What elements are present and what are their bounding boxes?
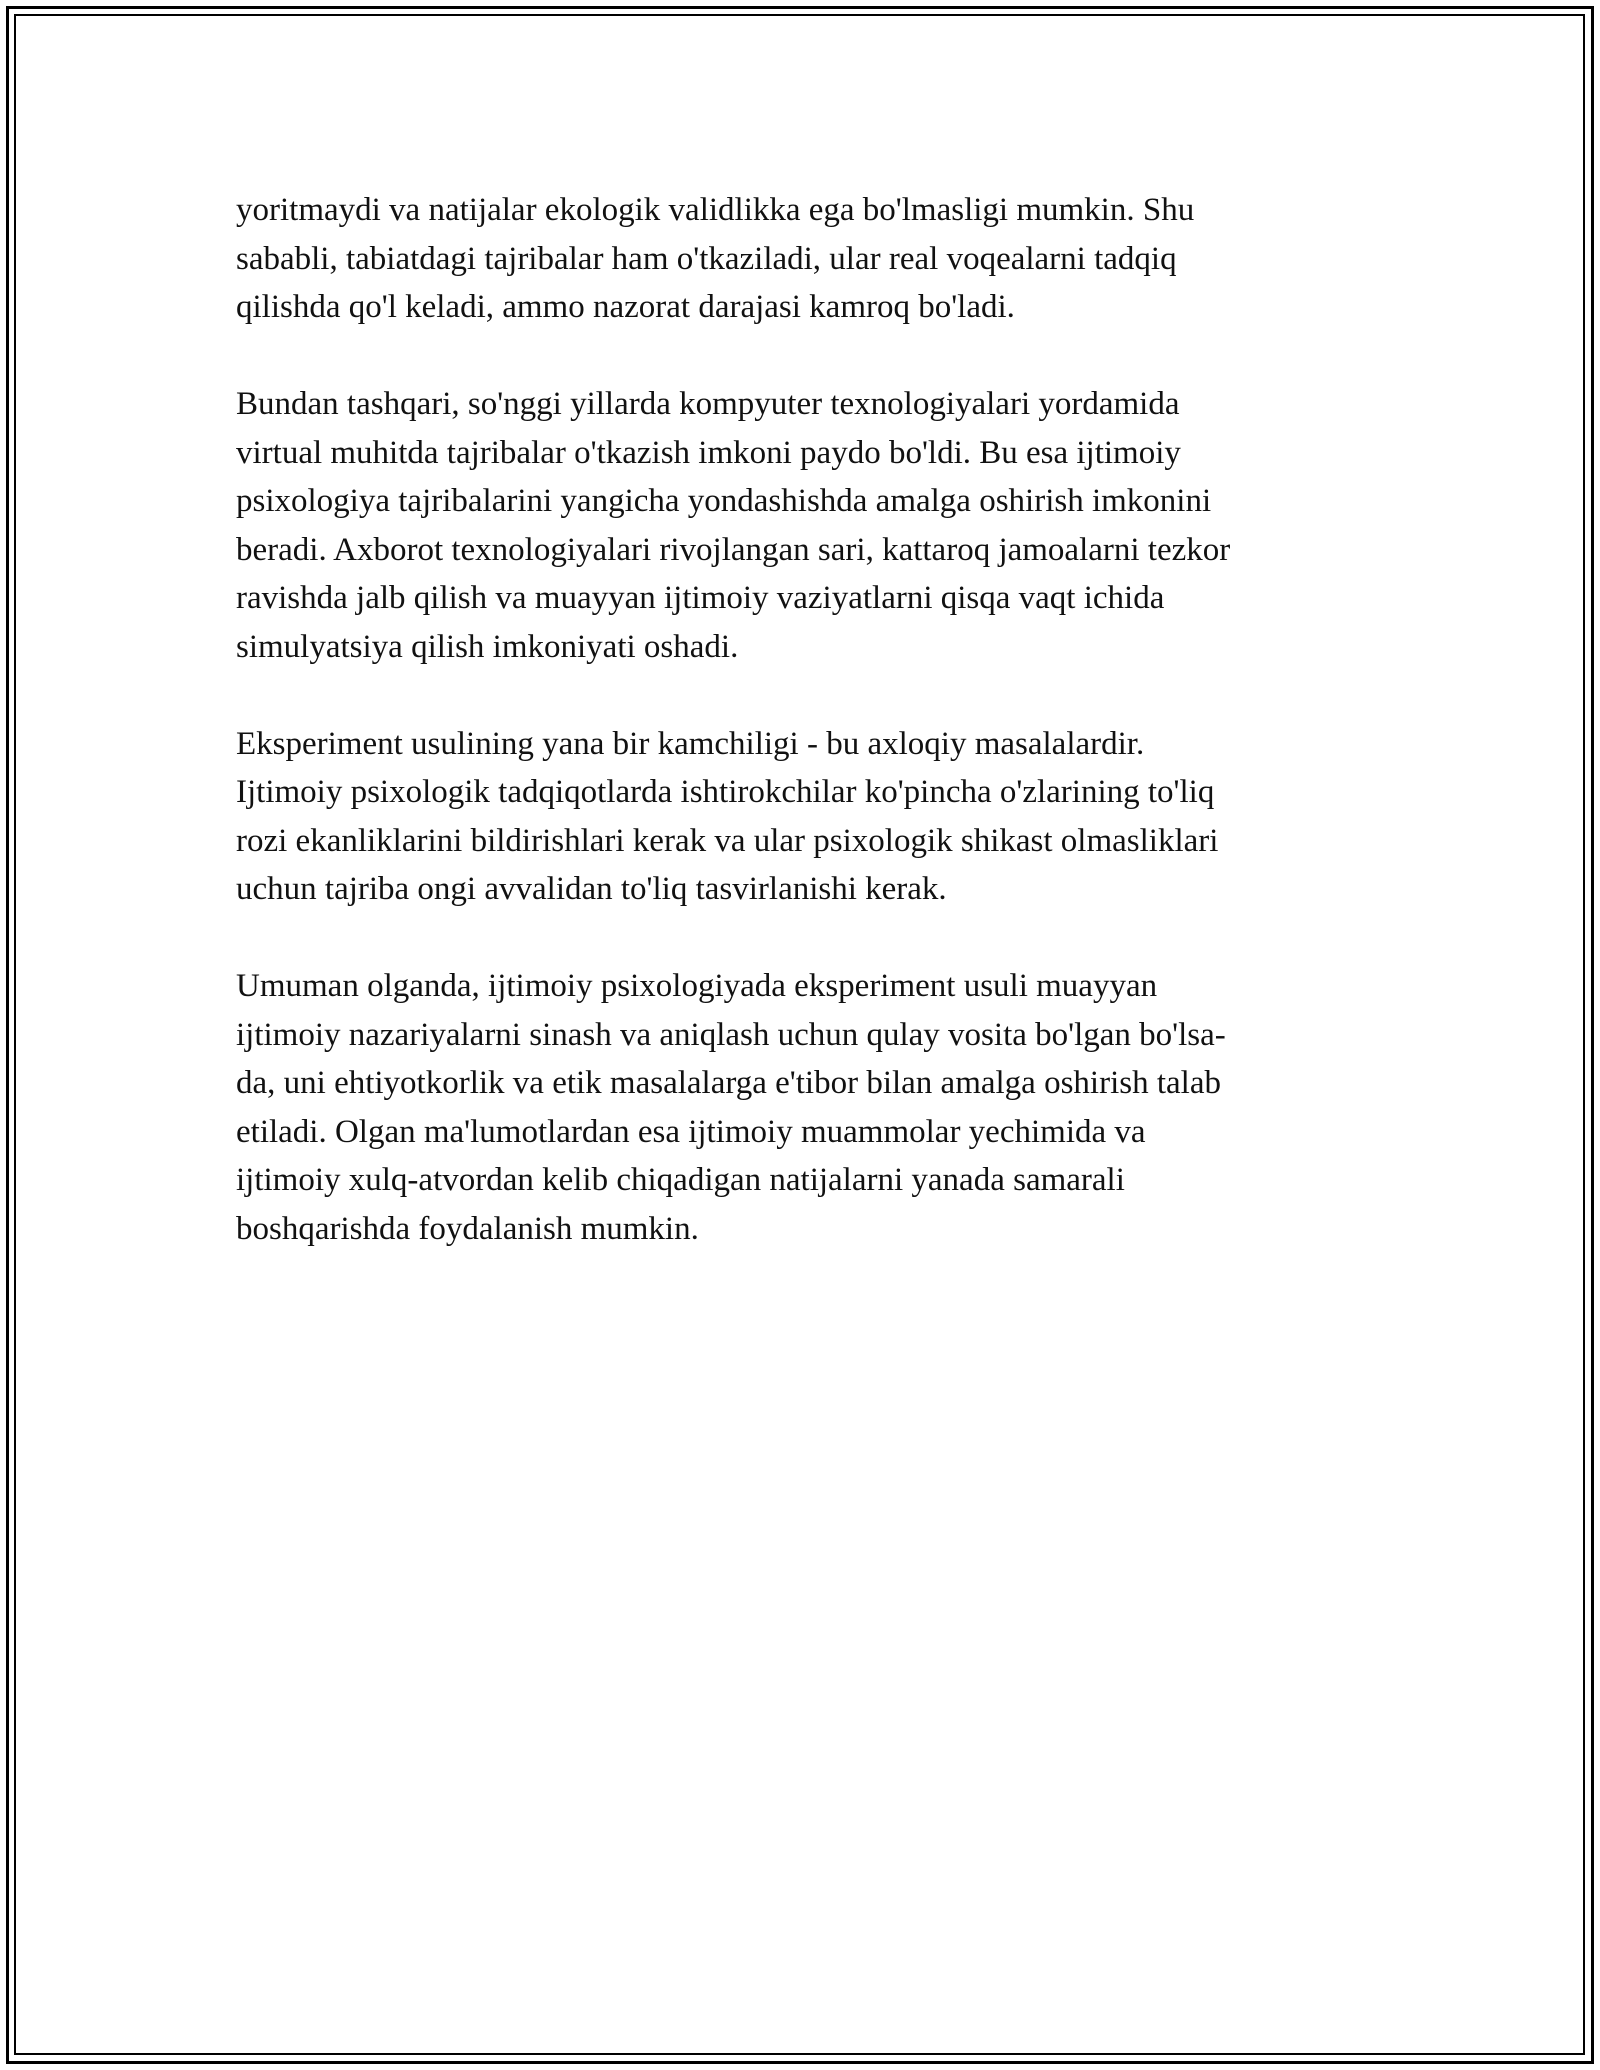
paragraph-3: Eksperiment usulining yana bir kamchiligi - bu axloqiy masalalardir. Ijtimoiy psixologik tadqiqotlarda ishtirokchilar ko'pincha o'zlarining to'liq rozi ekanliklarini bildirishlari kerak va ular psixologik shikast olmasliklari uchun tajriba ongi avvalidan to'liq tasvirlanishi kerak. [236,725,1219,907]
paragraph-2: Bundan tashqari, so'nggi yillarda kompyuter texnologiyalari yordamida virtual muhitda tajribalar o'tkazish imkoni paydo bo'ldi. Bu esa ijtimoiy psixologiya tajribalarini yangicha yondashishda amalga oshirish imkonini beradi. Axborot texnologiyalari rivojlangan sari, kattaroq jamoalarni tezkor ravishda jalb qilish va muayyan ijtimoiy vaziyatlarni qisqa vaqt ichida simulyatsiya qilish imkoniyati oshadi. [236,386,1231,665]
document-body [236,186,1366,1302]
paragraph-1: yoritmaydi va natijalar ekologik validlikka ega bo'lmasligi mumkin. Shu sababli, tabiatdagi tajribalar ham o'tkaziladi, ular real voqealarni tadqiq qilishda qo'l keladi, ammo nazorat darajasi kamroq bo'ladi. [236,192,1195,325]
paragraph-4: Umuman olganda, ijtimoiy psixologiyada eksperiment usuli muayyan ijtimoiy nazariyalarni sinash va aniqlash uchun qulay vosita bo'lgan bo'lsa- da, uni ehtiyotkorlik va etik masalalarga e'tibor bilan amalga oshirish talab etiladi. Olgan ma'lumotlardan esa ijtimoiy muammolar yechimida va ijtimoiy xulq-atvordan kelib chiqadigan natijalarni yanada samarali boshqarishda foydalanish mumkin. [236,968,1226,1247]
